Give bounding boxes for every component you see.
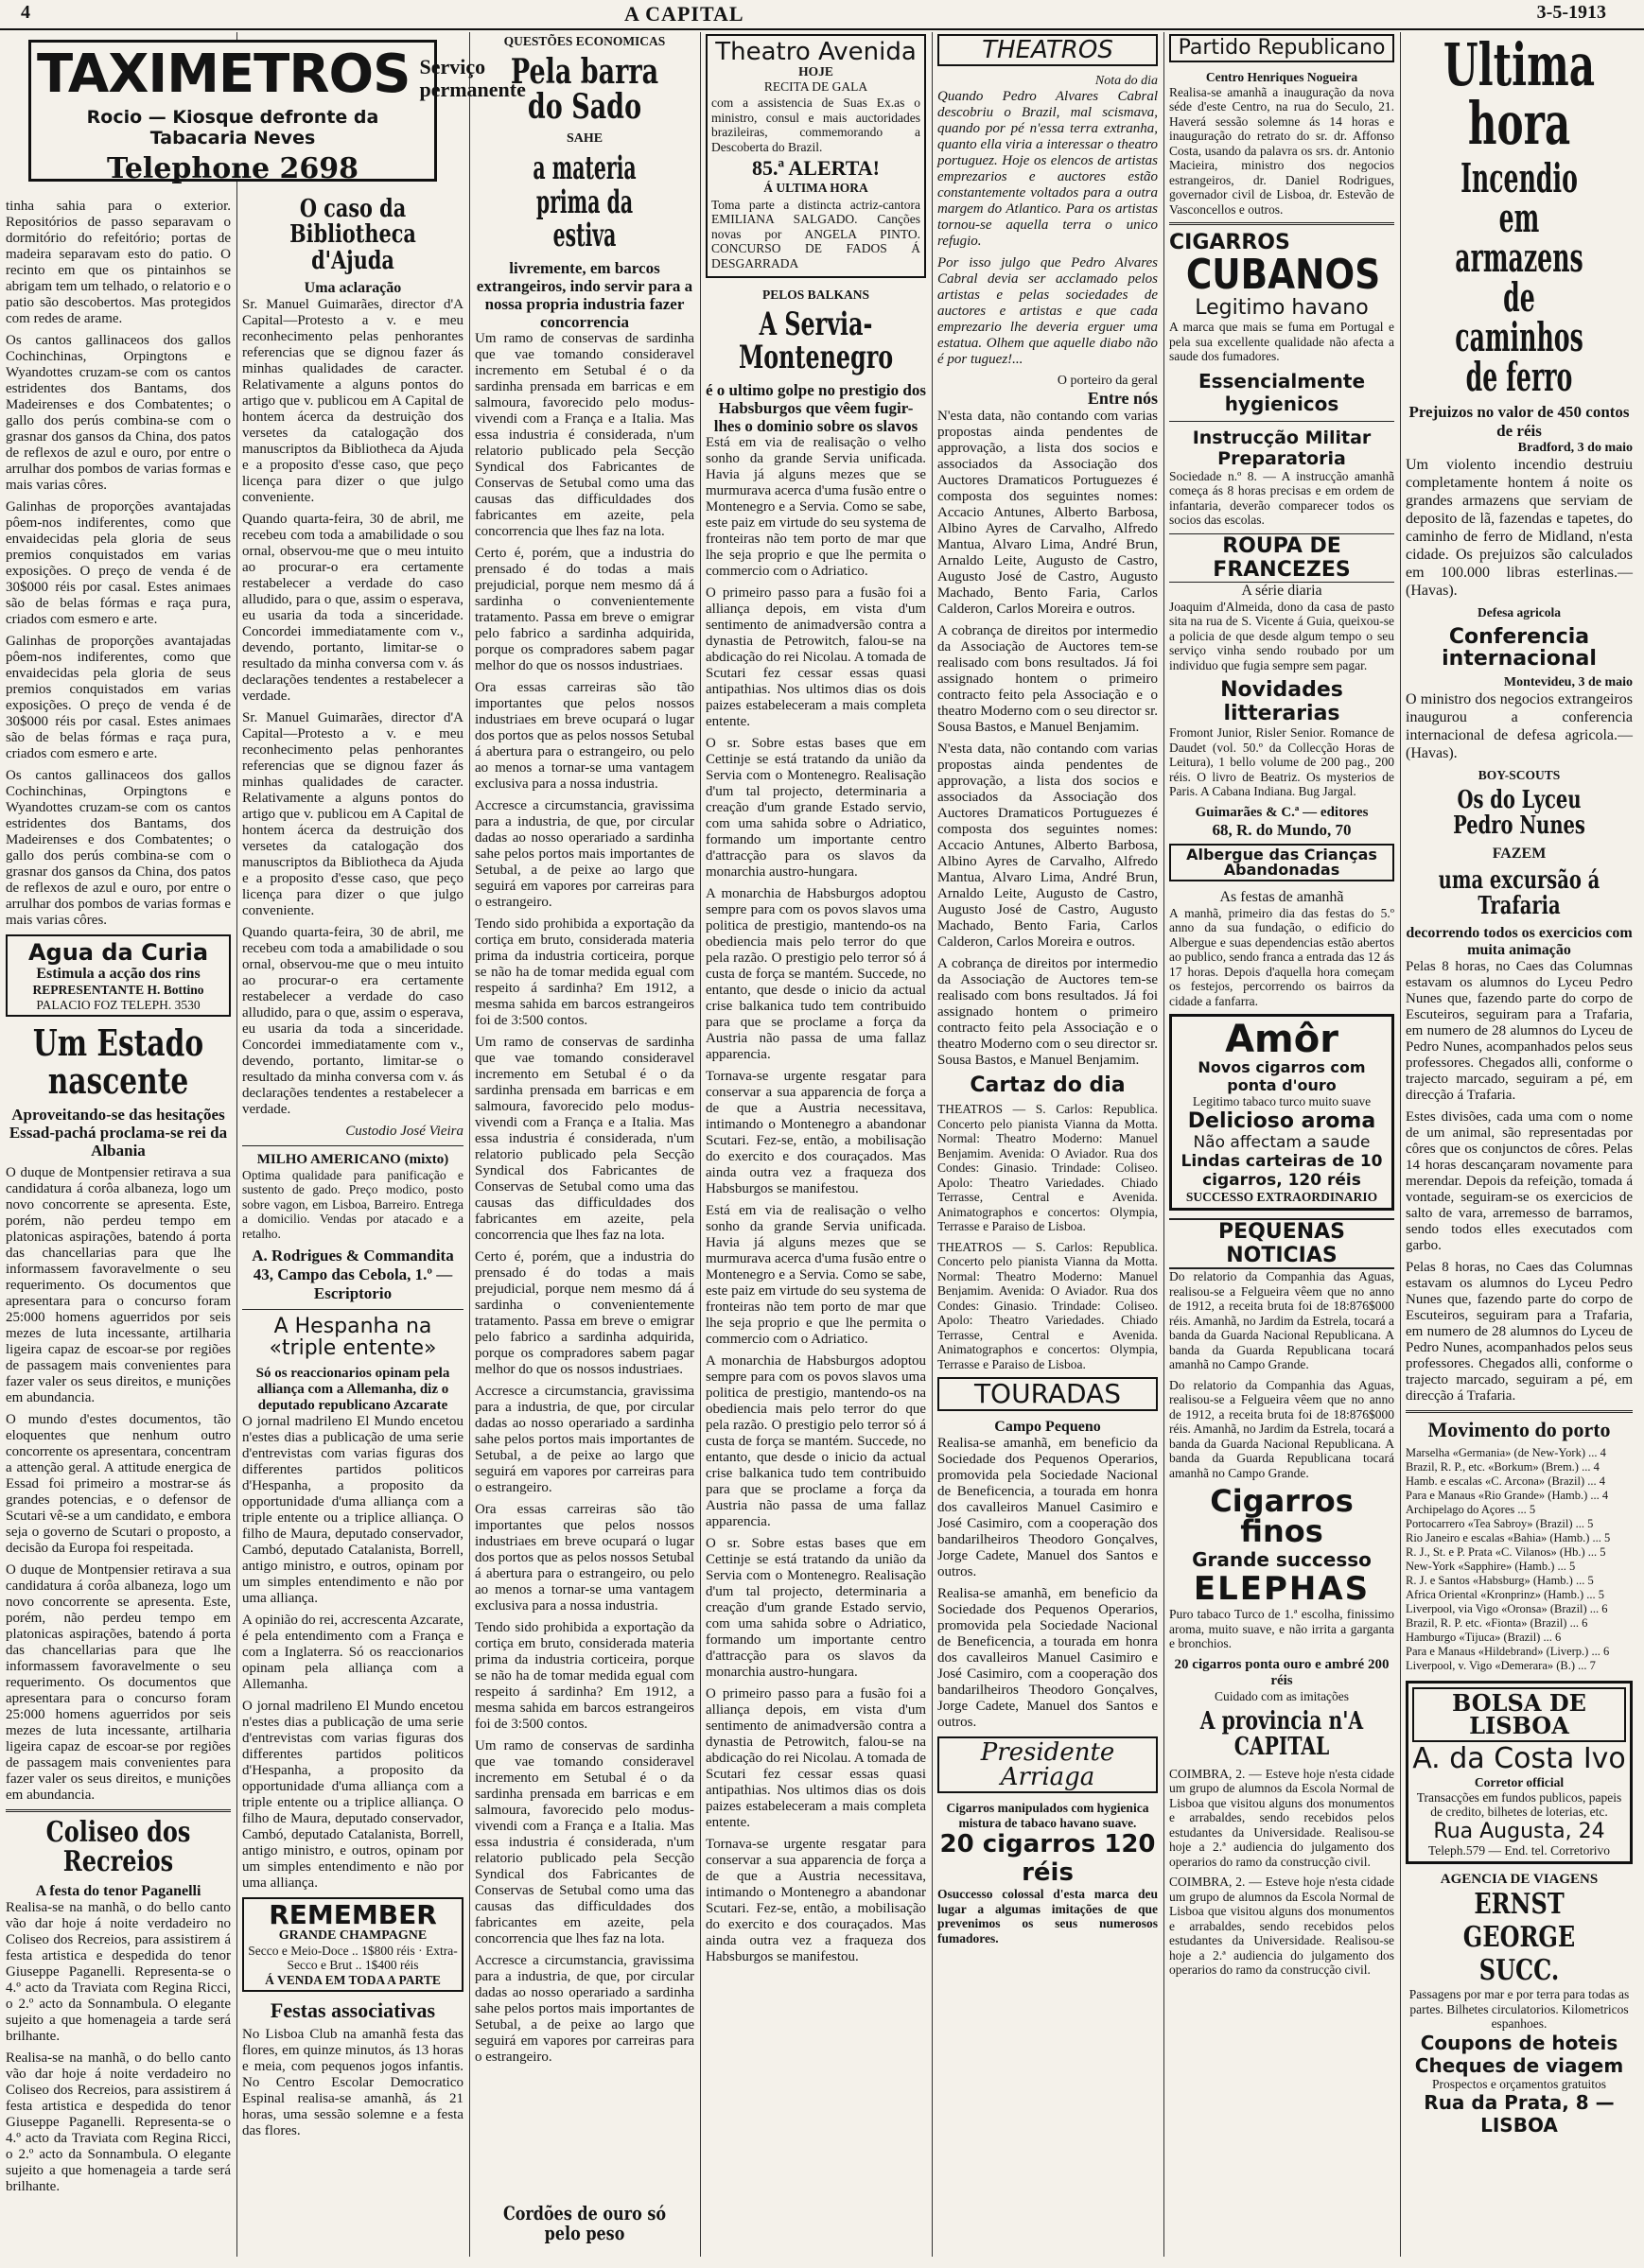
signature: Custodio José Vieira bbox=[345, 1123, 463, 1139]
ad-tagline: Cheques de viagem bbox=[1414, 2053, 1624, 2077]
ad-title: CUBANOS bbox=[1185, 251, 1381, 299]
ad-text: Legitimo tabaco turco muito suave bbox=[1192, 1094, 1372, 1108]
headline: Conferencia internacional bbox=[1442, 624, 1597, 671]
ad-text: Fromont Junior, Risler Senior. Romance de Daudet (vol. 50.º da Collecção Horas de Leitura), 1 bello volume de 200 pag., 200 réis. O livro de Beatriz. Os mysterios de Paris. A Cabana Indiana. Bug Jargal. bbox=[1169, 725, 1394, 798]
shipping-table bbox=[1406, 1446, 1633, 1673]
ad-title: Amôr bbox=[1225, 1018, 1338, 1061]
ad-text: A marca que mais se fuma em Portugal e pela sua excellente qualidade não afecta a saude dos fumadores. bbox=[1169, 320, 1394, 363]
ad-tagline: SUCCESSO EXTRAORDINARIO bbox=[1185, 1189, 1378, 1204]
headline: Festas associativas bbox=[270, 1998, 436, 2023]
paper-name: A CAPITAL bbox=[624, 2, 744, 26]
article-text: Por isso julgo que Pedro Alvares Cabral devia ser acclamado pelos artistas e pelas sociedades de auctores e artistas e que cada emprezario lhe deveria erguer uma estatua. Olhem que aquelle diabo não é por tuguez!... bbox=[937, 255, 1158, 367]
section-partido bbox=[1169, 34, 1394, 62]
article-text: Accresce a circumstancia, gravissima para a industria, de que, por circular dadas ao nosso operariado a sardinha sahe pelos portos mais importantes de Setubal, a de peixe ao largo que seguirá em vapores por carreiras para o estrangeiro. bbox=[475, 1384, 694, 1496]
dateline: Bradford, 3 do maio bbox=[1517, 441, 1633, 455]
article-text: Accresce a circumstancia, gravissima para a industria, de que, por circular dadas ao nosso operariado a sardinha sahe pelos portos mais importantes de Setubal, a de peixe ao largo que seguirá em vapores por carreiras para o estrangeiro. bbox=[475, 1953, 694, 2066]
ad-firm: Guimarães & C.ª — editores bbox=[1195, 804, 1369, 820]
ad-tagline: Não affectam a saude bbox=[1193, 1132, 1371, 1152]
ad-name: A. da Costa Ivo bbox=[1412, 1742, 1626, 1776]
ad-amor bbox=[1169, 1014, 1394, 1211]
article-text: O primeiro passo para a fusão foi a alliança depois, em vista d'um sentimento de animadversão contra a dynastia de Petrowitch, falou-se na abdicação do rei Nicolau. A tomada de Scutari fez cessar essas quasi antipathias. Nos ultimos dias os dois paizes estabeleceram a mais completa entente. bbox=[706, 1685, 926, 1830]
article-text: O primeiro passo para a fusão foi a alliança depois, em vista d'um sentimento de animadversão contra a dynastia de Petrowitch, falou-se na abdicação do rei Nicolau. A tomada de Scutari fez cessar essas quasi antipathias. Nos ultimos dias os dois paizes estabeleceram a mais completa entente. bbox=[706, 584, 926, 729]
article-text: O duque de Montpensier retirava a sua candidatura á corôa albaneza, logo um novo concorrente se apresenta. Este, porém, não perdeu tempo em platonicas aspirações, batendo á porta das chancellarias para que lhe informassem favoravelmente o seu requerimento. Os documentos que apresentara para o concurso foram 25:000 homens aguerridos por seis mezes de luta incessante, artilharia ligeira capaz de escoar-se por regiões de passagem mais convenientes para fazer valer os seus direitos, e munições em abundancia. bbox=[6, 1164, 231, 1405]
ad-subtitle: Cigarros manipulados com hygienica mistura de tabaco havano suave. bbox=[946, 1801, 1149, 1830]
ad-text: Transacções em fundos publicos, papeis de credito, bilhetes de loterias, etc. bbox=[1416, 1789, 1622, 1820]
ad-firm: A. Rodrigues & Commandita bbox=[252, 1247, 454, 1265]
article-text: A manhã, primeiro dia das festas do 5.º anno da sua fundação, o edificio do Albergue e suas dependencias estão abertos ao publico, sendo franca a entrada das 12 ás 17 horas. Depois d'aquella hora começam os festejos, percorrendo os bairros da cidade a fanfarra. bbox=[1169, 905, 1394, 1008]
article-text: Tornava-se urgente resgatar para conservar a sua apparencia de força a de que a Austria necessitava, intimando o Montenegro a abandonar Scutari. Fez-se, então, a mobilisação do exercito e dos couraçados. Mas ainda outra vez a fraqueza dos Habsburgos se manifestou. bbox=[706, 1068, 926, 1196]
section-title: THEATROS bbox=[982, 36, 1113, 64]
article-text: O sr. Sobre estas bases que em Cettinje se está tratando da união da Servia com o Montenegro. Realisação d'um tal projecto, determinaria a creação d'um grande Estado servio, com uma sahida sobre o Adriatico, formando um importante centro d'attracção para os slavos da monarchia austro-hungara. bbox=[706, 735, 926, 880]
headline: Instrucção Militar Preparatoria bbox=[1192, 427, 1372, 469]
ad-date: HOJE bbox=[798, 64, 833, 79]
article-text: tinha sahia para o exterior. Repositórios de passo separavam o dormitório do refeitório; portas de madeira separavam esto do patio. O recinto em que os pintainhos se abrigam tem um telhado, o relatorio e o patio são descobertos. Mas protegidos com redes de arame. bbox=[6, 199, 231, 326]
article-text: Realisa-se amanhã, em beneficio da Sociedade dos Pequenos Operarios, promovida pela Sociedade Nacional de Beneficencia, a tourada em honra dos cavalleiros Manuel Casimiro e José Casimiro, com a cooperação dos bandarilheiros Theodoro Gonçalves, Jorge Cadete, Manuel dos Santos e outros. bbox=[937, 1586, 1158, 1731]
article-text: Certo é, porém, que a industria do prensado é do todas a mais prejudicial, porque nem mesmo dá á sardinha o convenientemente tratamento. Passa em breve o emigrar pelo fabrico a sardinha adquirida, porque os compradores sabem pagar melhor do que os nossos industriaes. bbox=[475, 1249, 694, 1378]
article-text: Os cantos gallinaceos dos gallos Cochinchinas, Orpingtons e Wyandottes cruzam-se com os cantos estridentes dos Bantams, dos Madeirenses e dos Combatentes; o gallo dos perús combina-se com o grasnar dos gansos da China, dos patos de reflexos de azul e ouro, por entre o arrulhar dos pombos de varias formas e mais varias côres. bbox=[6, 768, 231, 928]
column-2 bbox=[236, 32, 469, 2257]
article-text: Está em via de realisação o velho sonho da grande Servia unificada. Havia já alguns mezes que se murmurava acerca d'uma fusão entre o Montenegro e a Servia. Como se sabe, este paiz em virtude do seu systema de fronteiras não tem porto de mar que lhe seja proprio e que lhe permita o commercio com o Adriatico. bbox=[706, 1202, 926, 1347]
section-title: Partido Republicano bbox=[1178, 36, 1386, 60]
article-text: Sr. Manuel Guimarães, director d'A Capital—Protesto a v. e meu reconhecimento pelas penhorantes referencias que se dignou fazer ás minhas qualidades de caracter. Relativamente a alguns pontos do artigo que v. publicou em A Capital de hontem ácerca da destruição dos versetes da catalogação dos manuscriptos da Bibliotheca da Ajuda e a proposito d'esse caso, que peço licença para dizer o que julgo conveniente. bbox=[242, 296, 463, 505]
ad-address: Rua Augusta, 24 bbox=[1433, 1819, 1605, 1843]
article-text: THEATROS — S. Carlos: Republica. Concerto pelo pianista Vianna da Motta. Normal: Theatro Moderno: Manuel Benjamim. Avenida: O Aviador. Rua dos Condes: Ginasio. Trindade: Coliseo. Apolo: Theatro Variedades. Chiado Terrasse, Central e Avenida. Animatographos e concertos: Olympia, Terrasse e Paraiso de Lisboa. bbox=[937, 1102, 1158, 1234]
ad-theatro-avenida bbox=[706, 34, 926, 278]
ad-remember bbox=[242, 1897, 463, 1993]
shipping-row: Rio Janeiro e escalas «Bahia» (Hamb.) ... 5 bbox=[1406, 1531, 1611, 1545]
headline: ROUPA DE FRANCEZES bbox=[1169, 533, 1394, 583]
divider bbox=[242, 1145, 463, 1146]
ad-subtitle: RECITA DE GALA bbox=[763, 79, 868, 94]
shipping-row: Para e Manaus «Rio Grande» (Hamb.) ... 4 bbox=[1406, 1489, 1609, 1503]
section-kicker: Defesa agricola bbox=[1477, 605, 1562, 619]
ad-kicker: CIGARROS bbox=[1169, 231, 1290, 254]
headline: Os do Lyceu Pedro Nunes bbox=[1453, 786, 1585, 841]
article-text: Realisa-se amanhã a inauguração da nova séde d'este Centro, na rua do Seculo, 21. Haverá sessão solemne ás 14 horas e inauguração do retrato do sr. dr. Affonso Costa, usando da palavra os srs. dr. Antonio Macieira, ministro dos negocios estrangeiros, dr. Daniel Rodrigues, governador civil de Lisboa, dr. Estevão de Vasconcellos e outros. bbox=[1169, 84, 1394, 217]
divider bbox=[1169, 222, 1394, 225]
subheadline: A série diaria bbox=[1241, 582, 1322, 599]
ad-agua-curia bbox=[6, 934, 231, 1017]
article-text: A opinião do rei, accrescenta Azcarate, é pela entendimento com a França e com a Inglaterra. Só os reaccionarios opinam pela alliança com a Allemanha. bbox=[242, 1612, 463, 1692]
ad-subtitle: Estimula a acção dos rins bbox=[36, 966, 201, 982]
headline: Cordões de ouro só pelo peso bbox=[502, 2202, 667, 2244]
shipping-row: Marselha «Germania» (de New-York) ... 4 bbox=[1406, 1446, 1606, 1460]
shipping-row: Brazil, R. P. etc. «Fionta» (Brazil) ... 6 bbox=[1406, 1616, 1588, 1631]
section-title: TOURADAS bbox=[973, 1378, 1122, 1410]
ad-kicker: AGENCIA DE VIAGENS bbox=[1440, 1872, 1599, 1888]
ad-show: 85.ª ALERTA! bbox=[752, 156, 880, 180]
column-4 bbox=[700, 32, 932, 2257]
shipping-row: Hamb. e escalas «C. Arcona» (Brazil) ... 4 bbox=[1406, 1474, 1606, 1489]
ad-title: MILHO AMERICANO (mixto) bbox=[256, 1151, 449, 1167]
masthead bbox=[0, 0, 1644, 30]
article-text: A monarchia de Habsburgos adoptou sempre para com os povos slavos uma politica de prestigio, mantendo-os na obediencia mais pelo terror do que pela razão. O prestigio pelo terror só á custa de força se mantém. Succede, no entanto, que desde o inicio da actual crise balkanica tudo tem contribuido para que se proclame a força da Austria não passa de uma fallaz apparencia. bbox=[706, 1352, 926, 1529]
headline: A Hespanha na «triple entente» bbox=[269, 1315, 437, 1361]
shipping-row: R. J., St. e P. Prata «C. Vilanos» (Hb.) ... 5 bbox=[1406, 1545, 1606, 1560]
article-text: Um violento incendio destruiu completamente hontem á noite os grandes armazens que serviam de deposito de lã, fazendas e tapetes, do caminho de ferro de Midland, n'esta cidade. Os prejuizos são calculados em 100.000 libras esterlinas.— (Havas). bbox=[1406, 457, 1633, 599]
headline: Coliseo dos Recreios bbox=[45, 1815, 191, 1879]
subheadline: Uma aclaração bbox=[304, 279, 402, 296]
ad-price: 20 cigarros ponta ouro e ambré 200 réis bbox=[1174, 1656, 1390, 1688]
ad-title: BOLSA DE LISBOA bbox=[1412, 1687, 1626, 1742]
ad-representative: REPRESENTANTE H. Bottino bbox=[32, 983, 204, 997]
subheadline: Prejuizos no valor de 450 contos de réis bbox=[1408, 403, 1630, 440]
article-text: Ora essas carreiras são tão importantes que pelos nossos industriaes em breve ocupará o lugar dos portos que as pelos nossos Setubal á abertura para o estrangeiro, ou pelo ao menos a tornar-se uma vantagem exclusiva para a nossa industria. bbox=[475, 1502, 694, 1614]
headline: O caso da Bibliotheca d'Ajuda bbox=[289, 195, 416, 275]
article-text: Está em via de realisação o velho sonho da grande Servia unificada. Havia já alguns mezes que se murmurava acerca d'uma fusão entre o Montenegro e a Servia. Como se sabe, este paiz em virtude do seu systema de fronteiras não tem porto de mar que lhe seja proprio e que lhe permita o commercio com o Adriatico. bbox=[706, 434, 926, 579]
ad-tagline: Coupons de hoteis bbox=[1420, 2031, 1618, 2054]
ad-role: Corretor official bbox=[1474, 1775, 1565, 1790]
ad-text: Passagens por mar e por terra para todas as partes. Bilhetes circulatorios. Kilometricos espanhoes. bbox=[1408, 1987, 1630, 2032]
shipping-row: Para e Manaus «Hildebrand» (Liverp.) ... 6 bbox=[1406, 1645, 1610, 1659]
section-albergue bbox=[1169, 844, 1394, 881]
article-text: A cobrança de direitos por intermedio da Associação de Auctores tem-se realisado com bons resultados. Já foi assignado hontem o primeiro contracto feito pela Associação e o theatro Moderno com o seu director sr. Sousa Bastos, e Manuel Benjamim. bbox=[937, 623, 1158, 735]
section-kicker: PELOS BALKANS bbox=[762, 288, 869, 302]
shipping-row: Archipelago do Açores ... 5 bbox=[1406, 1503, 1536, 1517]
section-kicker: QUESTÕES ECONOMICAS bbox=[503, 34, 666, 48]
issue-date: 3-5-1913 bbox=[1536, 2, 1606, 23]
shipping-row: Portocarrero «Tea Sabroy» (Brazil) ... 5 bbox=[1406, 1517, 1594, 1531]
divider bbox=[242, 1309, 463, 1310]
shipping-row: Africa Oriental «Kronprinz» (Hamb.) ... 5 bbox=[1406, 1588, 1604, 1602]
article-text: Realisa-se amanhã, em beneficio da Sociedade dos Pequenos Operarios, promovida pela Sociedade Nacional de Beneficencia, a tourada em honra dos cavalleiros Manuel Casimiro e José Casimiro, com a cooperação dos bandarilheiros Theodoro Gonçalves, Jorge Cadete, Manuel dos Santos e outros. bbox=[937, 1436, 1158, 1580]
subheadline: Centro Henriques Nogueira bbox=[1205, 70, 1358, 84]
ad-show-sub: Á ULTIMA HORA bbox=[763, 181, 868, 195]
ad-title: TAXIMETROS bbox=[37, 44, 411, 105]
column-5 bbox=[932, 32, 1163, 2257]
article-text: THEATROS — S. Carlos: Republica. Concerto pelo pianista Vianna da Motta. Normal: Theatro Moderno: Manuel Benjamim. Avenida: O Aviador. Rua dos Condes: Ginasio. Trindade: Coliseo. Apolo: Theatro Variedades. Chiado Terrasse, Central e Avenida. Animatographos e concertos: Olympia, Terrasse e Paraiso de Lisboa. bbox=[937, 1239, 1158, 1371]
ad-address: PALACIO FOZ TELEPH. 3530 bbox=[36, 997, 201, 1012]
article-text: No Lisboa Club na amanhã festa das flores, em quinze minutos, ás 13 horas e meia, com pequenos jogos infantis. No Centro Escolar Democratico Espinal realisa-se amanhã, ás 21 horas, uma sessão solemne e a festa das flores. bbox=[242, 2027, 463, 2139]
column-1 bbox=[0, 32, 236, 2257]
divider bbox=[6, 1809, 231, 1812]
article-text: Estes divisões, cada uma com o nome de um animal, são representadas por côres que os conjunctos de côres. Pelas 14 horas descançaram novamente para merendar. Depois da refeição, tomada á vontade, seguiram-se os exercicios de salto de vara, arremesso de barramos, sendo todos elles executados com garbo. bbox=[1406, 1109, 1633, 1254]
article-text: Galinhas de proporções avantajadas pôem-nos indiferentes, como que envaidecidas pela gloria de seus premios conquistados em varias exposições. O preço de venda é de 30$000 réis por casal. Estes animaes são de belas fórmas e raça pura, criados com esmero e arte. bbox=[6, 634, 231, 761]
article-text: Um ramo de conservas de sardinha que vae tomando consideravel incremento em Setubal é o da sardinha prensada em barricas e em salmoura, favorecido pelo modus-vivendi com a França e a Italia. Mas essa industria é considerada, n'um relatorio publicado pela Secção Syndical dos Fabricantes de Conservas de Setubal como uma das causas das difficuldades dos fabricantes em azeite, pela concorrencia que lhes faz na lota. bbox=[475, 1738, 694, 1947]
ad-warning: Cuidado com as imitações bbox=[1214, 1688, 1350, 1703]
ad-address: Rua da Prata, 8 — LISBOA bbox=[1424, 2091, 1615, 2137]
headline: Ultima hora bbox=[1443, 32, 1596, 158]
ad-subtitle: Novos cigarros com ponta d'ouro bbox=[1198, 1058, 1366, 1094]
article-text: Accresce a circumstancia, gravissima para a industria, de que, por circular dadas ao nosso operariado a sardinha sahe pelos portos mais importantes de Setubal, a de peixe ao largo que seguirá em vapores por carreiras para o estrangeiro. bbox=[475, 798, 694, 911]
section-theatros bbox=[937, 34, 1158, 66]
subheadline: livremente, em barcos extrangeiros, indo servir para a nossa propria industria fazer concorrencia bbox=[476, 259, 693, 332]
article-text: A monarchia de Habsburgos adoptou sempre para com os povos slavos uma politica de prestigio, mantendo-os na obediencia mais pelo terror do que pela razão. O prestigio pelo terror só á custa de força se mantém. Succede, no entanto, que desde o inicio da actual crise balkanica tudo tem contribuido para que se proclame a força da Austria não passa de uma fallaz apparencia. bbox=[706, 885, 926, 1062]
article-text: Realisa-se na manhã, o do bello canto vão dar hoje á noite verdadeiro no Coliseo dos Recreios, para assistirem á festa artistica e despedida do tenor Giuseppe Paganelli. Representa-se o 4.º acto da Traviata com Regina Ricci, o 2.º acto da Sonnambula. O elegante sujeito a que homenageia a tarde será brilhante. bbox=[6, 2050, 231, 2194]
article-text: A cobrança de direitos por intermedio da Associação de Auctores tem-se realisado com bons resultados. Já foi assignado hontem o primeiro contracto feito pela Associação e o theatro Moderno com o seu director sr. Sousa Bastos, e Manuel Benjamim. bbox=[937, 956, 1158, 1068]
article-text: Quando quarta-feira, 30 de abril, me recebeu com toda a amabilidade o sou ornal, observou-me que o meu intuito ao procurar-o era certamente restabelecer a verdade do caso alludido, para o que, assim o esperava, eu usaria da toda a sinceridade. Concordei immediatamente com v., devendo, portanto, limitar-se o resultado da minha conversa com v. ás declarações tendentes a restabelecer a verdade. bbox=[242, 511, 463, 704]
article-text: Sociedade n.º 8. — A instrucção amanhã começa ás 8 horas precisas e em ordem de infantaria, deverão comparecer todos os socios das escolas. bbox=[1169, 468, 1394, 527]
subheadline: A festa do tenor Paganelli bbox=[35, 1882, 201, 1899]
headline: Novidades litterarias bbox=[1220, 678, 1343, 725]
headline: Um Estado nascente bbox=[32, 1021, 204, 1102]
ad-text: Prospectos e orçamentos gratuitos bbox=[1431, 2076, 1607, 2091]
article-text: Tendo sido prohibida a exportação da cortiça em bruto, considerada materia prima da industria corticeira, porque se não ha de tomar medida egual com respeito á sardinha? Em 1912, a mesma sahida em barcos estrangeiros foi de 3:500 contos. bbox=[475, 916, 694, 1029]
article-text: COIMBRA, 2. — Esteve hoje n'esta cidade um grupo de alumnos da Escola Normal de Lisboa que visitou alguns dos monumentos e arrabaldes, sendo recebidos pelos estudantes da Universidade. Realisou-se hoje a 2.ª audiencia do julgamento dos operarios do ramo da construcção civil. bbox=[1169, 1766, 1394, 1869]
column-3 bbox=[469, 32, 700, 2257]
headline: Cartaz do dia bbox=[970, 1073, 1126, 1097]
ad-title: ERNST GEORGE SUCC. bbox=[1462, 1888, 1576, 1988]
article-text: Do relatorio da Companhia das Aguas, realisou-se a Felgueira vêem que no anno de 1912, a receita bruta foi de 18:876$000 réis. Amanhã, no Jardim da Estrela, tocará a banda da Guarda Nacional Republicana. A banda da Guarda Republicana tocará amanhã no Campo Grande. bbox=[1169, 1269, 1394, 1371]
article-text: Realisa-se na manhã, o do bello canto vão dar hoje á noite verdadeiro no Coliseo dos Recreios, para assistirem á festa artistica e despedida do tenor Giuseppe Paganelli. Representa-se o 4.º acto da Traviata com Regina Ricci, o 2.º acto da Sonnambula. O elegante sujeito a que homenageia a tarde será brilhante. bbox=[6, 1899, 231, 2044]
ad-title: REMEMBER bbox=[269, 1898, 437, 1930]
article-text: Um ramo de conservas de sardinha que vae tomando consideravel incremento em Setubal é o da sardinha prensada em barricas e em salmoura, favorecido pelo modus-vivendi com a França e a Italia. Mas essa industria é considerada, n'um relatorio publicado pela Secção Syndical dos Fabricantes de Conservas de Setubal como uma das causas das difficuldades dos fabricantes em azeite, pela concorrencia que lhes faz na lota. bbox=[475, 331, 694, 540]
article-text: Sr. Manuel Guimarães, director d'A Capital—Protesto a v. e meu reconhecimento pelas penhorantes referencias que se dignou fazer ás minhas qualidades de caracter. Relativamente a alguns pontos do artigo que v. publicou em A Capital de hontem ácerca da destruição dos versetes da catalogação dos manuscriptos da Bibliotheca da Ajuda e a proposito d'esse caso, que peço licença para dizer o que julgo conveniente. bbox=[242, 709, 463, 918]
ad-text: Osuccesso colossal d'esta marca deu lugar a algumas imitações de que prevenimos os seus numerosos fumadores. bbox=[937, 1887, 1158, 1945]
article-text: O mundo d'estes documentos, tão eloquentes que nenhum outro concorrente os apresentara, concentram a attenção geral. A attitude energica de Essad foi primeiro a mostrar-se ás grandes potencias, e o defensor de Scutari vê-se a um candidato, e embora seja o governo de Scutari o proposto, a decisão da Europa foi respeitada. bbox=[6, 1411, 231, 1556]
article-text: O jornal madrileno El Mundo encetou n'estes dias a publicação de uma serie d'entrevistas com varias figuras dos differentes partidos politicos d'Hespanha, a proposito da opportunidade d'uma alliança com a triple entente ou a triplice alliança. O filho de Maura, deputado conservador, Cambó, deputado Catalanista, Borrell, antigo ministro, e outros, opinam por um simples entendimento e não por uma alliança. bbox=[242, 1413, 463, 1606]
ad-prices: Secco e Meio-Doce .. 1$800 réis · Extra-Secco e Brut .. 1$400 réis bbox=[248, 1943, 458, 1973]
article-text: COIMBRA, 2. — Esteve hoje n'esta cidade um grupo de alumnos da Escola Normal de Lisboa que visitou alguns dos monumentos e arrabaldes, sendo recebidos pelos estudantes da Universidade. Realisou-se hoje a 2.ª audiencia do julgamento dos operarios do ramo da construcção civil. bbox=[1169, 1875, 1394, 1978]
ad-sale: Á VENDA EM TODA A PARTE bbox=[265, 1972, 441, 1987]
headline: Movimento do porto bbox=[1427, 1418, 1611, 1442]
subheadline: Só os reaccionarios opinam pela alliança com a Allemanha, diz o deputado republicano Azcarate bbox=[255, 1365, 450, 1413]
headline: Incendio em armazens de caminhos de ferro bbox=[1455, 155, 1583, 400]
ad-text: Toma parte a distincta actriz-cantora EMILIANA SALGADO. Canções novas por ANGELA PINTO. CONCURSO DE FADOS Á DESGARRADA bbox=[711, 197, 920, 270]
shipping-row: Brazil, R. P., etc. «Borkum» (Brem.) ... 4 bbox=[1406, 1460, 1600, 1474]
section-title: Albergue das Crianças Abandonadas bbox=[1186, 845, 1377, 879]
headline: PEQUENAS NOTICIAS bbox=[1169, 1218, 1394, 1269]
signature: O porteiro da geral bbox=[1057, 374, 1158, 388]
ad-title: Agua da Curia bbox=[27, 939, 209, 966]
section-kicker: BOY-SCOUTS bbox=[1478, 767, 1561, 782]
article-text: Ora essas carreiras são tão importantes que pelos nossos industriaes em breve ocupará o lugar dos portos que as pelos nossos Setubal á abertura para o estrangeiro, ou pelo ao menos a tornar-se uma vantagem exclusiva para a nossa industria. bbox=[475, 680, 694, 793]
ad-subtitle: Serviço permanente bbox=[419, 55, 526, 101]
section-note: Nota do dia bbox=[1094, 74, 1158, 88]
divider bbox=[1406, 1410, 1633, 1413]
shipping-row: Liverpool, v. Vigo «Demerara» (B.) ... 7 bbox=[1406, 1659, 1596, 1673]
article-text: Certo é, porém, que a industria do prensado é do todas a mais prejudicial, porque nem mesmo dá á sardinha o convenientemente tratamento. Passa em breve o emigrar pelo fabrico a sardinha adquirida, porque os compradores sabem pagar melhor do que os nossos industriaes. bbox=[475, 546, 694, 674]
ad-phone: Teleph.579 — End. tel. Corretorivo bbox=[1427, 1842, 1611, 1858]
section-touradas bbox=[937, 1377, 1158, 1411]
headline: A Servia-Montenegro bbox=[738, 305, 894, 377]
shipping-row: Hamburgo «Tijuca» (Brazil) ... 6 bbox=[1406, 1631, 1562, 1645]
ad-tagline: Delicioso aroma bbox=[1187, 1108, 1376, 1133]
article-text: Pelas 8 horas, no Caes das Columnas estavam os alumnos do Lyceu Pedro Nunes que, fazendo parte do corpo de Escuteiros, seguiram para a Trafaria, em numero de 28 alumnos do Lyceu de Pedro Nunes, acompanhados pelos seus professores. Chegados alli, conforme o trajecto marcado, seguiram a pé, em direcção á Trafaria. bbox=[1406, 1260, 1633, 1404]
ad-tagline: Essencialmente hygienicos bbox=[1198, 369, 1366, 415]
ad-title: Presidente Arriaga bbox=[980, 1738, 1115, 1792]
article-text: O sr. Sobre estas bases que em Cettinje se está tratando da união da Servia com o Montenegro. Realisação d'um tal projecto, determinaria a creação d'um grande Estado servio, com uma sahida sobre o Adriatico, formando um importante centro d'attracção para os slavos da monarchia austro-hungara. bbox=[706, 1535, 926, 1680]
shipping-row: New-York «Sapphire» (Hamb.) ... 5 bbox=[1406, 1560, 1576, 1574]
page-number: 4 bbox=[21, 2, 30, 23]
ad-price: Lindas carteiras de 10 cigarros, 120 réis bbox=[1181, 1151, 1383, 1190]
headline: a materia prima da estiva bbox=[533, 149, 637, 255]
subheadline: As festas de amanhã bbox=[1219, 888, 1344, 905]
ad-text: Optima qualidade para panificação e sustento de gado. Preço modico, posto sobre vagon, em Lisboa, Barreiro. Entrega a domicilio. Vendas por atacado e a retalho. bbox=[242, 1167, 463, 1241]
subheadline: Aproveitando-se das hesitações Essad-pachá proclama-se rei da Albania bbox=[9, 1105, 228, 1160]
article-text: Do relatorio da Companhia das Aguas, realisou-se a Felgueira vêem que no anno de 1912, a receita bruta foi de 18:876$000 réis. Amanhã, no Jardim da Estrela, tocará a banda da Guarda Nacional Republicana. A banda da Guarda Republicana tocará amanhã no Campo Grande. bbox=[1169, 1377, 1394, 1480]
headline: A provincia n'A CAPITAL bbox=[1199, 1707, 1364, 1762]
ad-title: Theatro Avenida bbox=[715, 38, 917, 66]
article-text: Galinhas de proporções avantajadas pôem-nos indiferentes, como que envaidecidas pela gloria de seus premios conquistados em varias exposições. O preço de venda é de 30$000 réis por casal. Estes animaes são de belas fórmas e raça pura, criados com esmero e arte. bbox=[6, 499, 231, 627]
ad-text: Puro tabaco Turco de 1.ª escolha, finissimo aroma, muito suave, e não irrita a garganta e bronchios. bbox=[1169, 1607, 1394, 1650]
article-text: O jornal madrileno El Mundo encetou n'estes dias a publicação de uma serie d'entrevistas com varias figuras dos differentes partidos politicos d'Hespanha, a proposito da opportunidade d'uma alliança com a triple entente ou a triplice alliança. O filho de Maura, deputado conservador, Cambó, deputado Catalanista, Borrell, antigo ministro, e outros, opinam por um simples entendimento e não por uma alliança. bbox=[242, 1698, 463, 1891]
shipping-row: Liverpool, via Vigo «Oronsa» (Brazil) ... 6 bbox=[1406, 1602, 1608, 1616]
ad-text: com a assistencia de Suas Ex.as o ministro, consul e mais auctoridades brazileiras, commemorando a Descoberta do Brazil. bbox=[711, 96, 920, 154]
article-text: Um ramo de conservas de sardinha que vae tomando consideravel incremento em Setubal é o da sardinha prensada em barricas e em salmoura, favorecido pelo modus-vivendi com a França e a Italia. Mas essa industria é considerada, n'um relatorio publicado pela Secção Syndical dos Fabricantes de Conservas de Setubal como uma das causas das difficuldades dos fabricantes em azeite, pela concorrencia que lhes faz na lota. bbox=[475, 1035, 694, 1244]
divider bbox=[1169, 421, 1394, 422]
article-text: Tendo sido prohibida a exportação da cortiça em bruto, considerada materia prima da industria corticeira, porque se não ha de tomar medida egual com respeito á sardinha? Em 1912, a mesma sahida em barcos estrangeiros foi de 3:500 contos. bbox=[475, 1620, 694, 1733]
ad-title: Cigarros finos bbox=[1210, 1483, 1354, 1549]
ad-address: 68, R. do Mundo, 70 bbox=[1212, 820, 1352, 839]
subheadline: decorrendo todos os exercicios com muita animação bbox=[1406, 925, 1633, 959]
article-text: O ministro dos negocios extrangeiros inaugurou a conferencia internacional de defesa agricola.— (Havas). bbox=[1406, 690, 1633, 761]
ad-presidente bbox=[937, 1736, 1158, 1793]
headline-connector: SAHE bbox=[566, 131, 603, 147]
article-text: Pelas 8 horas, no Caes das Columnas estavam os alumnos do Lyceu Pedro Nunes que, fazendo parte do corpo de Escuteiros, seguiram para a Trafaria, em numero de 28 alumnos do Lyceu de Pedro Nunes, acompanhados pelos seus professores. Chegados alli, conforme o trajecto marcado, seguiram a pé, em direcção á Trafaria. bbox=[1406, 959, 1633, 1104]
ad-subtitle: Legitimo havano bbox=[1195, 296, 1369, 320]
headline: Entre nós bbox=[1087, 389, 1158, 408]
article-text: Tornava-se urgente resgatar para conservar a sua apparencia de força a de que a Austria necessitava, intimando o Montenegro a abandonar Scutari. Fez-se, então, a mobilisação do exercito e dos couraçados. Mas ainda outra vez a fraqueza dos Habsburgos se manifestou. bbox=[706, 1836, 926, 1964]
ad-address: Rocio — Kiosque defronte da Tabacaria Neves bbox=[86, 107, 379, 148]
article-text: Os cantos gallinaceos dos gallos Cochinchinas, Orpingtons e Wyandottes cruzam-se com os cantos estridentes dos Bantams, dos Madeirenses e dos Combatentes; o gallo dos perús combina-se com o grasnar dos gansos da China, dos patos de reflexos de azul e ouro, por entre o arrulhar dos pombos de varias formas e mais varias côres. bbox=[6, 333, 231, 493]
ad-bolsa bbox=[1406, 1681, 1633, 1864]
ad-subtitle: Grande successo bbox=[1192, 1548, 1372, 1571]
ad-price: 20 cigarros 120 réis bbox=[939, 1830, 1156, 1888]
headline-connector: FAZEM bbox=[1492, 845, 1547, 862]
column-6 bbox=[1163, 32, 1400, 2257]
ad-subtitle: GRANDE CHAMPAGNE bbox=[278, 1928, 428, 1943]
column-7 bbox=[1400, 32, 1644, 2257]
article-text: O duque de Montpensier retirava a sua candidatura á corôa albaneza, logo um novo concorrente se apresenta. Este, porém, não perdeu tempo em platonicas aspirações, batendo á porta das chancellarias para que lhe informassem favoravelmente o seu requerimento. Os documentos que apresentara para o concurso foram 25:000 homens aguerridos por seis mezes de luta incessante, artilharia ligeira capaz de escoar-se por regiões de passagem mais convenientes para fazer valer os seus direitos, e munições em abundancia. bbox=[6, 1561, 231, 1803]
article-text: Quando quarta-feira, 30 de abril, me recebeu com toda a amabilidade o sou ornal, observou-me que o meu intuito ao procurar-o era certamente restabelecer a verdade do caso alludido, para o que, assim o esperava, eu usaria da toda a sinceridade. Concordei immediatamente com v., devendo, portanto, limitar-se o resultado da minha conversa com v. ás declarações tendentes a restabelecer a verdade. bbox=[242, 924, 463, 1117]
shipping-row: R. J. e Santos «Habsburg» (Hamb.) ... 5 bbox=[1406, 1574, 1594, 1588]
article-text: N'esta data, não contando com varias propostas ainda pendentes de approvação, a lista dos socios e associados da Associação dos Auctores Dramaticos Portuguezes é composta dos seguintes nomes: Accacio Antunes, Alberto Barbosa, Albino Ayres de Carvalho, Alfredo Mantua, Alvaro Lima, André Brun, Arnaldo Leite, Augusto de Castro, Augusto José de Castro, Augusto Machado, Bento Faria, Carlos Calderon, Carlos Moreira e outros. bbox=[937, 741, 1158, 950]
subheadline: é o ultimo golpe no prestigio dos Habsburgos que vêem fugir-lhes o dominio sobre os slavos bbox=[706, 380, 926, 435]
dateline: Montevideu, 3 de maio bbox=[1503, 674, 1633, 689]
article-text: Joaquim d'Almeida, dono da casa de pasto sita na rua de S. Vicente á Guia, queixou-se a policia de que desde algum tempo o seu serviço vinha sendo roubado por um individuo que fugia sempre sem pagar. bbox=[1169, 599, 1394, 672]
headline: Pela barra do Sado bbox=[510, 51, 659, 128]
ad-address: 43, Campo das Cebola, 1.º — Escriptorio bbox=[253, 1265, 453, 1303]
ad-phone: Telephone 2698 bbox=[106, 152, 359, 185]
headline: uma excursão á Trafaria bbox=[1438, 865, 1600, 921]
article-text: Quando Pedro Alvares Cabral descobriu o Brazil, mal scismava, quando por pé n'essa terra extranha, quanto ella viria a interessar o theatro portuguez. Hoje os elencos de artistas emprezarios e auctores estão constantemente voltados para a outra margem do Atlantico. Para os artistas tornou-se aquella terra o unico refugio. bbox=[937, 89, 1158, 249]
subheadline: Campo Pequeno bbox=[994, 1419, 1101, 1436]
ad-brand: ELEPHAS bbox=[1193, 1570, 1371, 1608]
article-text: N'esta data, não contando com varias propostas ainda pendentes de approvação, a lista dos socios e associados da Associação dos Auctores Dramaticos Portuguezes é composta dos seguintes nomes: Accacio Antunes, Alberto Barbosa, Albino Ayres de Carvalho, Alfredo Mantua, Alvaro Lima, André Brun, Arnaldo Leite, Augusto de Castro, Augusto José de Castro, Augusto Machado, Bento Faria, Carlos Calderon, Carlos Moreira e outros. bbox=[937, 409, 1158, 617]
